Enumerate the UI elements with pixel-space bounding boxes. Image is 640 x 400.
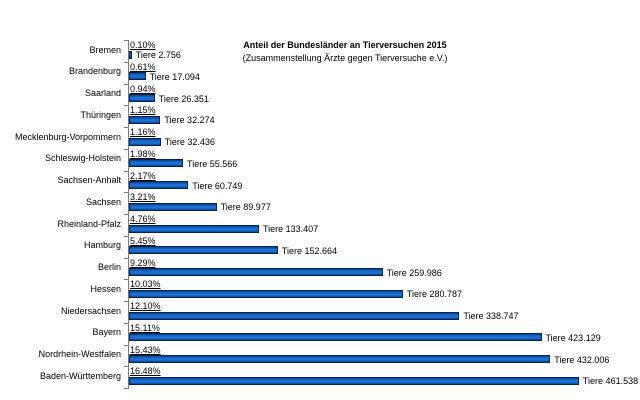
percent-label: 16.48% — [130, 366, 161, 377]
value-label: Tiere 423.129 — [545, 332, 601, 343]
percent-label: 10.03% — [130, 279, 161, 290]
bar — [129, 290, 403, 298]
chart-title: Anteil der Bundesländer an Tierversuchen 2015 — [243, 40, 447, 50]
percent-label: 2.17% — [130, 170, 156, 181]
category-label: Hamburg — [83, 240, 121, 251]
bar — [129, 94, 155, 102]
value-label: Tiere 55.566 — [187, 158, 238, 169]
bar-row — [0, 192, 640, 214]
percent-label: 3.21% — [130, 192, 156, 203]
value-label: Tiere 26.351 — [158, 93, 209, 104]
category-label: Sachsen-Anhalt — [57, 175, 121, 185]
percent-label: 15.43% — [130, 344, 161, 355]
percent-label: 5.45% — [130, 235, 156, 246]
bar-row — [0, 214, 640, 236]
bar-row — [0, 258, 640, 280]
category-label: Baden-Württemberg — [39, 370, 121, 381]
category-label: Thüringen — [80, 109, 121, 120]
category-label: Bremen — [89, 44, 121, 55]
category-label: Niedersachsen — [60, 305, 121, 316]
percent-label: 1.98% — [130, 148, 156, 159]
bar — [129, 246, 278, 254]
percent-label: 1.15% — [130, 105, 156, 116]
bar — [129, 159, 183, 167]
bar-row — [0, 84, 640, 106]
category-label: Hessen — [90, 283, 121, 294]
percent-label: 0.61% — [130, 61, 156, 72]
percent-label: 4.76% — [130, 214, 156, 224]
axis-tick — [124, 388, 128, 389]
value-label: Tiere 89.977 — [220, 202, 271, 213]
category-label: Nordrhein-Westfalen — [38, 349, 121, 359]
value-label: Tiere 432.006 — [554, 354, 610, 365]
value-label: Tiere 17.094 — [149, 71, 200, 82]
category-label: Mecklenburg-Vorpommern — [14, 131, 121, 142]
chart-subtitle: (Zusammenstellung Ärzte gegen Tierversuche e.V.) — [242, 53, 448, 63]
category-label: Saarland — [84, 88, 121, 98]
bar — [129, 181, 188, 189]
bar — [129, 72, 146, 80]
percent-label: 9.29% — [130, 257, 156, 268]
bar — [129, 116, 160, 124]
percent-label: 0.10% — [130, 40, 156, 50]
bar — [129, 355, 550, 363]
bar — [129, 333, 542, 341]
bar — [129, 138, 161, 146]
bar-row — [0, 366, 640, 388]
category-label: Sachsen — [85, 196, 121, 207]
bar-row — [0, 301, 640, 323]
bar — [129, 268, 383, 276]
bar — [129, 377, 579, 385]
category-label: Berlin — [97, 262, 121, 272]
value-label: Tiere 280.787 — [406, 289, 463, 300]
bar-row — [0, 149, 640, 171]
bar-row — [0, 236, 640, 258]
value-label: Tiere 133.407 — [262, 224, 319, 234]
bar — [129, 312, 459, 320]
value-label: Tiere 32.436 — [164, 137, 215, 147]
bar-row — [0, 127, 640, 149]
bar — [129, 203, 217, 211]
bar-row — [0, 62, 640, 84]
percent-label: 0.94% — [130, 83, 156, 94]
bar-row — [0, 105, 640, 127]
bar — [129, 51, 132, 59]
category-label: Schleswig-Holstein — [44, 153, 121, 164]
bar-row — [0, 40, 640, 62]
percent-label: 15.11% — [130, 322, 160, 333]
bar — [129, 225, 259, 233]
percent-label: 12.10% — [130, 301, 161, 311]
category-label: Rheinland-Pfalz — [57, 218, 121, 229]
bar-row — [0, 345, 640, 367]
bar-row — [0, 279, 640, 301]
value-label: Tiere 2.756 — [135, 50, 181, 60]
category-label: Bayern — [92, 327, 121, 338]
value-label: Tiere 152.664 — [281, 245, 337, 256]
value-label: Tiere 32.274 — [164, 115, 215, 126]
category-label: Brandenburg — [68, 66, 121, 77]
value-label: Tiere 60.749 — [192, 180, 243, 191]
value-label: Tiere 461.538 — [582, 376, 639, 387]
value-label: Tiere 259.986 — [386, 267, 442, 278]
bar-row — [0, 171, 640, 193]
bar-row — [0, 323, 640, 345]
percent-label: 1.16% — [130, 127, 156, 137]
value-label: Tiere 338.747 — [463, 311, 519, 321]
